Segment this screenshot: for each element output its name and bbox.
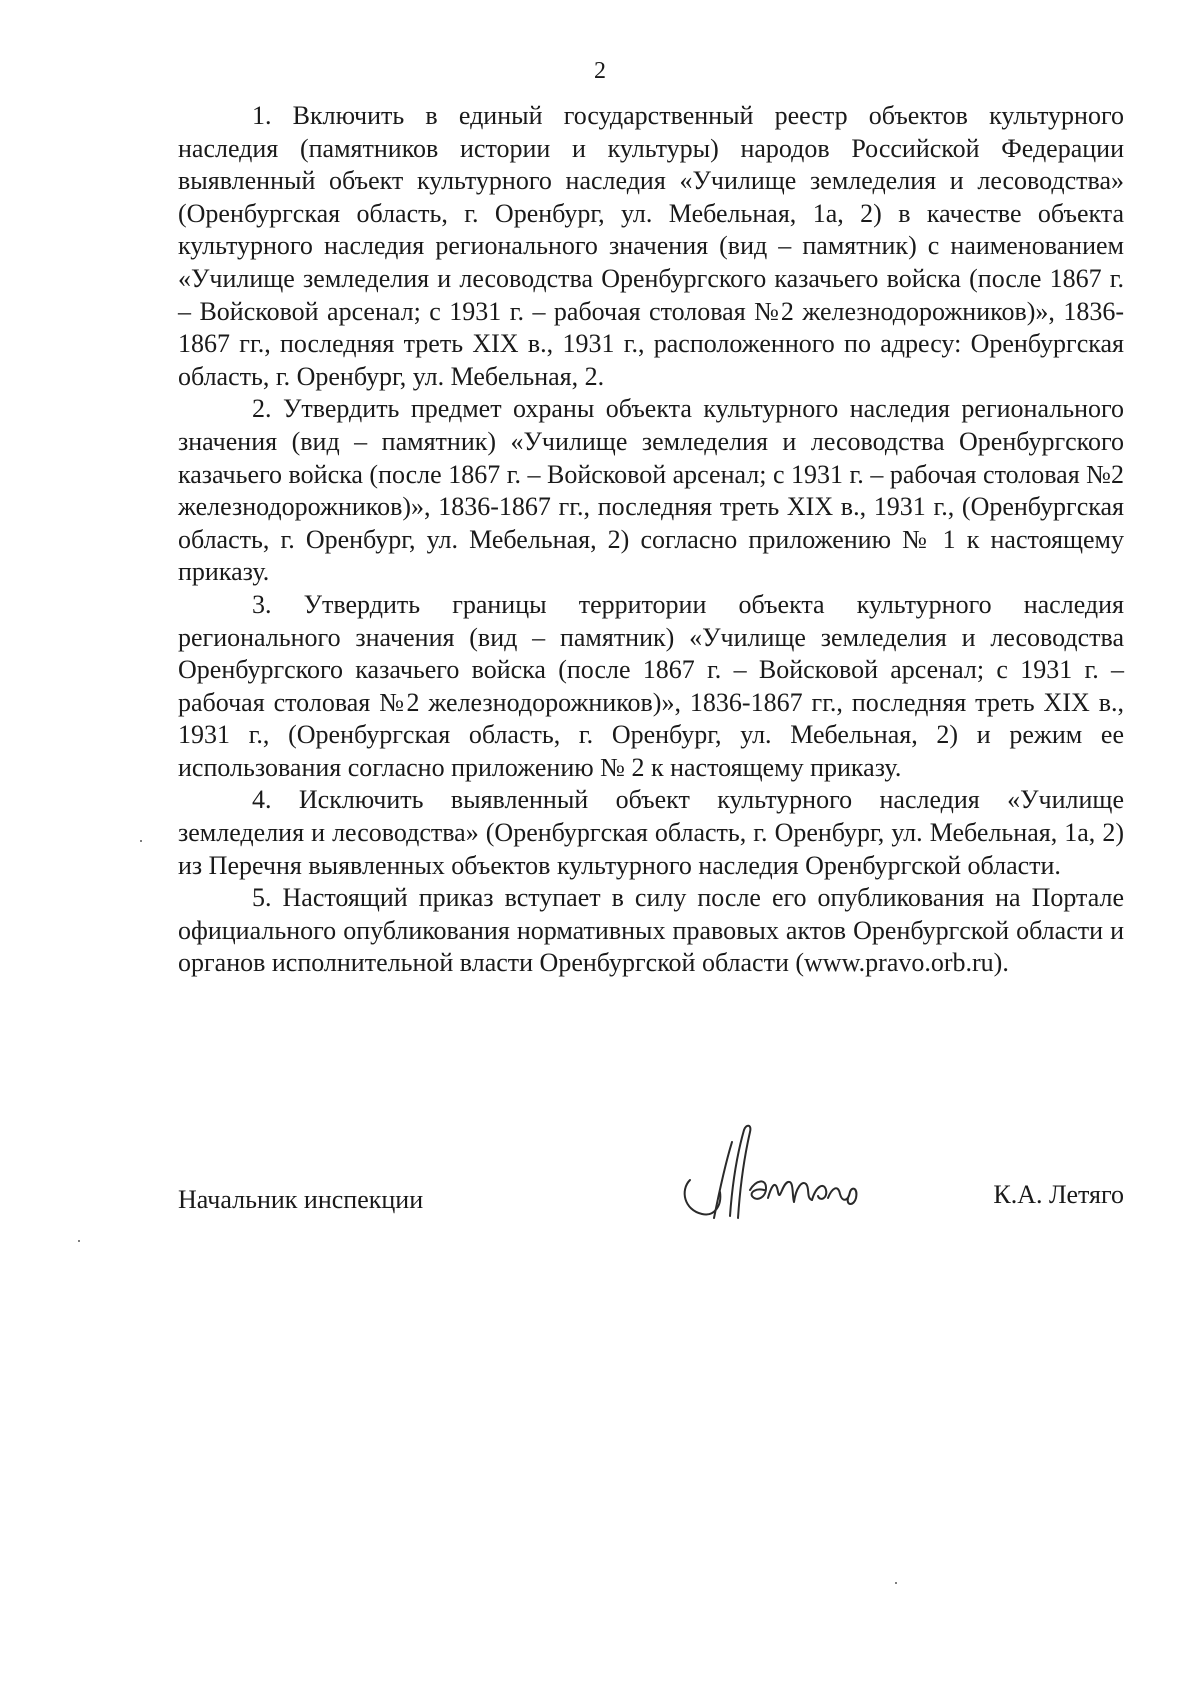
paragraph-5: 5. Настоящий приказ вступает в силу после его опубликования на Портале официального опубликования нормативных правовых актов Оренбургской области и органов исполнительной власти Оренбургской области (www.pravo.orb.ru). — [178, 883, 1124, 978]
scan-speck — [78, 1240, 80, 1242]
page-number: 2 — [594, 58, 606, 84]
handwritten-signature — [672, 1118, 872, 1228]
paragraph-2: 2. Утвердить предмет охраны объекта культурного наследия регионального значения (вид – памятник) «Училище земледелия и лесоводства Оренбургского казачьего войска (после 1867 г. – Войсковой арсенал; с 1931 г. – рабочая столовая №2 железнодорожников)», 1836-1867 гг., последняя треть XIX в., 1931 г., (Оренбургская область, г. Оренбург, ул. Мебельная, 2) согласно приложению № 1 к настоящему приказу. — [178, 394, 1124, 587]
scan-speck — [140, 840, 142, 842]
document-body — [178, 100, 1124, 980]
signatory-position: Начальник инспекции — [178, 1185, 424, 1214]
signatory-name: К.А. Летяго — [993, 1180, 1124, 1209]
signature-block — [178, 1118, 1124, 1228]
paragraph-1: 1. Включить в единый государственный реестр объектов культурного наследия (памятников истории и культуры) народов Российской Федерации выявленный объект культурного наследия «Училище земледелия и лесоводства» (Оренбургская область, г. Оренбург, ул. Мебельная, 1а, 2) в качестве объекта культурного наследия регионального значения (вид – памятник) с наименованием «Училище земледелия и лесоводства Оренбургского казачьего войска (после 1867 г. – Войсковой арсенал; с 1931 г. – рабочая столовая №2 железнодорожников)», 1836-1867 гг., последняя треть XIX в., 1931 г., расположенного по адресу: Оренбургская область, г. Оренбург, ул. Мебельная, 2. — [178, 101, 1124, 391]
paragraph-4: 4. Исключить выявленный объект культурного наследия «Училище земледелия и лесоводства» (Оренбургская область, г. Оренбург, ул. Мебельная, 1а, 2) из Перечня выявленных объектов культурного наследия Оренбургской области. — [178, 785, 1124, 880]
scan-speck — [895, 1582, 897, 1584]
paragraph-3: 3. Утвердить границы территории объекта культурного наследия регионального значения (вид – памятник) «Училище земледелия и лесоводства Оренбургского казачьего войска (после 1867 г. – Войсковой арсенал; с 1931 г. – рабочая столовая №2 железнодорожников)», 1836-1867 гг., последняя треть XIX в., 1931 г., (Оренбургская область, г. Оренбург, ул. Мебельная, 2) и режим ее использования согласно приложению № 2 к настоящему приказу. — [178, 589, 1124, 782]
